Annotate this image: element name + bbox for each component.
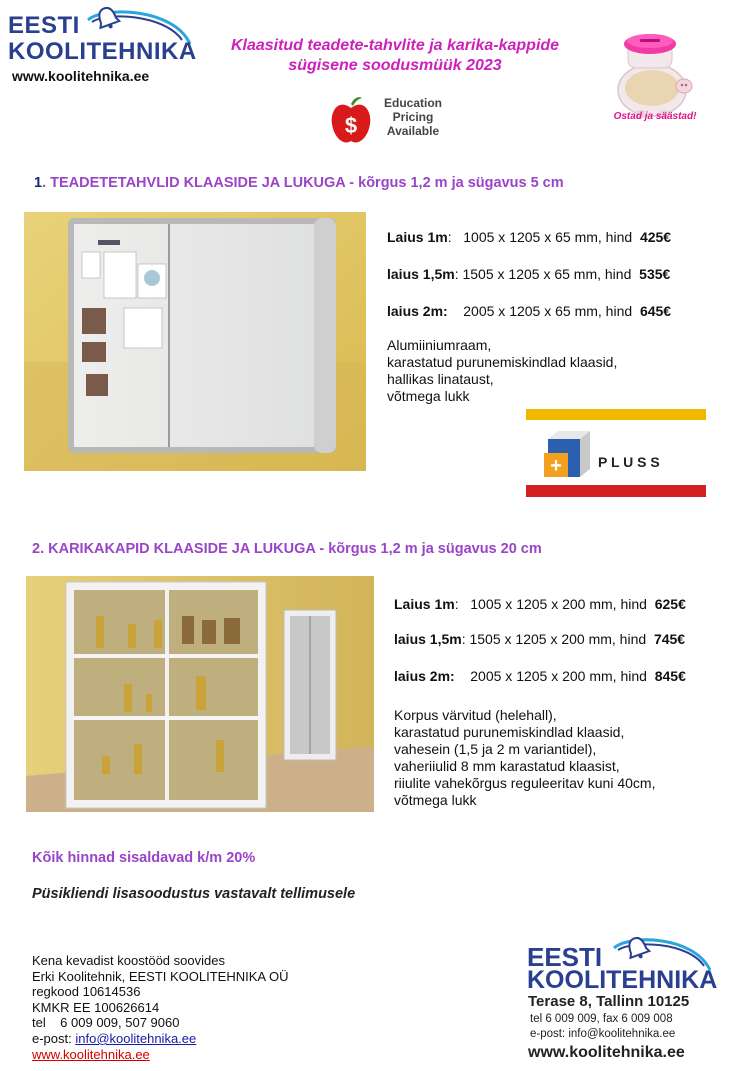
bottom-logo-tel: tel 6 009 009, fax 6 009 008 xyxy=(530,1013,673,1025)
headline-line2: sügisene soodusmüük 2023 xyxy=(288,57,502,74)
footer-email-link[interactable]: info@koolitehnika.ee xyxy=(75,1030,197,1046)
company-logo[interactable] xyxy=(8,8,197,88)
spec-price: 625€ xyxy=(654,596,686,612)
spec-sep xyxy=(448,303,464,319)
logo-line2: KOOLITEHNIKA xyxy=(8,38,197,65)
pluss-logo-graphic xyxy=(526,409,706,497)
bottom-logo-address: Terase 8, Tallinn 10125 xyxy=(528,993,690,1010)
spec-dims: 1505 x 1205 x 65 mm, hind xyxy=(462,266,640,282)
footer-regcode: regkood 10614536 xyxy=(32,984,141,1000)
plus-symbol: + xyxy=(550,455,562,477)
spec-dims: 2005 x 1205 x 200 mm, hind xyxy=(470,668,655,684)
edu-line1: Education xyxy=(383,96,442,110)
footer-tel: tel 6 009 009, 507 9060 xyxy=(32,1015,180,1031)
logo-url: www.koolitehnika.ee xyxy=(12,68,150,84)
education-pricing-badge xyxy=(330,94,455,146)
spec-price: 845€ xyxy=(654,668,686,684)
promo-headline xyxy=(205,36,585,76)
section1-title-text: . TEADETETAHVLID KLAASIDE JA LUKUGA - kõrgus 1,2 m ja sügavus 5 cm xyxy=(42,175,564,191)
piggy-caption: Ostad ja säästad! xyxy=(613,111,697,122)
spec-label: Laius 1m xyxy=(394,596,455,612)
spec-row xyxy=(387,303,717,339)
discount-note: Püsikliendi lisasoodustus vastavalt tellimusele xyxy=(32,886,356,902)
spec-row xyxy=(387,266,717,303)
section2-specs xyxy=(394,596,724,809)
edu-line2: Pricing xyxy=(392,110,434,124)
pluss-logo[interactable] xyxy=(526,409,706,497)
vat-note: Kõik hinnad sisaldavad k/m 20% xyxy=(32,850,256,866)
spec-label: laius 1,5m xyxy=(387,266,455,282)
spec-price: 535€ xyxy=(639,266,671,282)
spec-row xyxy=(387,229,717,266)
section1-description: Alumiiniumraam, karastatud purunemiskindlad klaasid, hallikas linataust, võtmega lukk xyxy=(387,337,618,404)
bottom-logo-www: www.koolitehnika.ee xyxy=(528,1044,685,1061)
section1-number: 1 xyxy=(34,175,43,191)
spec-label: laius 2m: xyxy=(387,303,448,319)
spec-dims: 1005 x 1205 x 200 mm, hind xyxy=(470,596,655,612)
trophy-cabinet-photo xyxy=(26,576,374,812)
edu-line3: Available xyxy=(386,124,440,138)
spec-row xyxy=(394,631,724,668)
footer-greeting: Kena kevadist koostööd soovides xyxy=(32,953,225,968)
footer-contact xyxy=(32,953,352,1062)
section2-description: Korpus värvitud (helehall), karastatud purunemiskindlad klaasid, vahesein (1,5 ja 2 m variantidel), vaheriiulid 8 mm karastatud klaasist, riiulite vahekõrgus reguleeritav kuni 40cm, võtmega lukk xyxy=(394,707,656,808)
footer-vat: KMKR EE 100626614 xyxy=(32,999,160,1015)
headline-line1: Klaasitud teadete-tahvlite ja karika-kappide xyxy=(230,37,560,54)
dollar-symbol: $ xyxy=(344,113,358,138)
spec-dims: 1505 x 1205 x 200 mm, hind xyxy=(469,631,654,647)
spec-sep: : xyxy=(454,266,463,282)
notice-board-photo xyxy=(24,212,366,471)
section2-title: 2. KARIKAKAPID KLAASIDE JA LUKUGA - kõrgus 1,2 m ja sügavus 20 cm xyxy=(32,541,542,557)
section1-specs xyxy=(387,229,717,405)
bottom-company-logo xyxy=(522,934,717,1066)
spec-label: laius 2m: xyxy=(394,668,455,684)
bottom-logo-line2: KOOLITEHNIKA xyxy=(527,966,718,994)
spec-sep xyxy=(455,668,471,684)
spec-price: 745€ xyxy=(653,631,686,647)
bottom-logo-email: e-post: info@koolitehnika.ee xyxy=(530,1028,676,1040)
spec-label: laius 1,5m xyxy=(394,631,462,647)
logo-line1: EESTI xyxy=(8,12,80,39)
section1-title xyxy=(34,175,714,191)
apple-dollar-icon xyxy=(330,94,372,146)
footer-website-link[interactable]: www.koolitehnika.ee xyxy=(32,1046,150,1062)
footer-email-row xyxy=(32,1031,352,1047)
spec-sep: : xyxy=(461,631,470,647)
bottom-logo-line1: EESTI xyxy=(527,942,603,972)
spec-price: 645€ xyxy=(639,303,672,319)
spec-price: 425€ xyxy=(639,229,672,245)
spec-dims: 1005 x 1205 x 65 mm, hind xyxy=(463,229,640,245)
spec-label: Laius 1m xyxy=(387,229,448,245)
footer-company: Erki Koolitehnik, EESTI KOOLITEHNIKA OÜ xyxy=(32,968,289,984)
spec-sep: : xyxy=(447,229,464,245)
spec-row xyxy=(394,668,724,707)
spec-dims: 2005 x 1205 x 65 mm, hind xyxy=(463,303,640,319)
pluss-text: P L U S S xyxy=(598,454,660,470)
footer-email-label: e-post: xyxy=(32,1030,76,1046)
spec-row xyxy=(394,596,724,631)
spec-sep: : xyxy=(454,596,471,612)
